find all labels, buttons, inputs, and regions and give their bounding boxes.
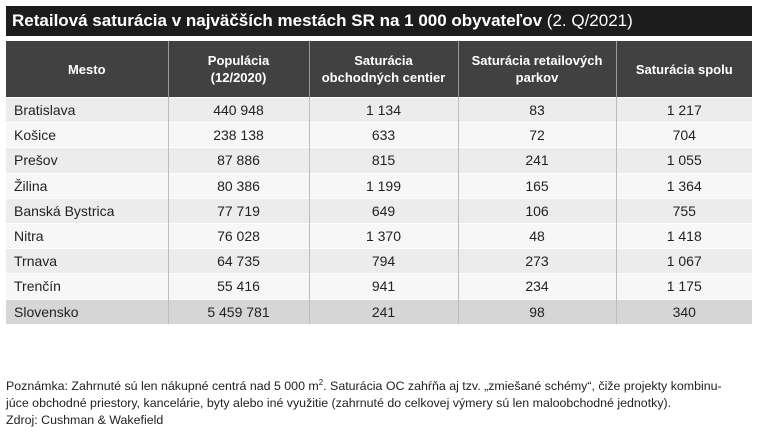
- cell-centers: 633: [309, 123, 458, 148]
- table-row: [6, 148, 752, 173]
- cell-centers: 815: [309, 148, 458, 173]
- cell-parks: 98: [458, 299, 616, 324]
- table-row: [6, 123, 752, 148]
- table-row: [6, 198, 752, 223]
- cell-city: Banská Bystrica: [6, 198, 168, 223]
- title-period: (2. Q/2021): [546, 11, 633, 30]
- cell-centers: 241: [309, 299, 458, 324]
- cell-centers: 794: [309, 249, 458, 274]
- cell-population: 76 028: [168, 223, 309, 248]
- cell-parks: 106: [458, 198, 616, 223]
- cell-total: 340: [616, 299, 752, 324]
- cell-city: Prešov: [6, 148, 168, 173]
- cell-city: Trenčín: [6, 274, 168, 299]
- table-row: [6, 173, 752, 198]
- saturation-table: [6, 41, 752, 324]
- footnote: [6, 378, 752, 429]
- cell-total: 1 055: [616, 148, 752, 173]
- table-row: [6, 249, 752, 274]
- cell-city: Košice: [6, 123, 168, 148]
- cell-population: 5 459 781: [168, 299, 309, 324]
- cell-city: Slovensko: [6, 299, 168, 324]
- cell-population: 238 138: [168, 123, 309, 148]
- header-total-saturation: Saturácia spolu: [616, 41, 752, 98]
- header-centers-saturation: Saturácia obchodných centier: [309, 41, 458, 98]
- cell-population: 440 948: [168, 98, 309, 123]
- cell-total: 1 418: [616, 223, 752, 248]
- cell-population: 80 386: [168, 173, 309, 198]
- title-main: Retailová saturácia v najväčších mestách SR na 1 000 obyvateľov: [12, 11, 543, 30]
- header-row: [6, 41, 752, 98]
- cell-centers: 941: [309, 274, 458, 299]
- cell-population: 55 416: [168, 274, 309, 299]
- source-line: Zdroj: Cushman & Wakefield: [6, 413, 164, 427]
- cell-total: 1 364: [616, 173, 752, 198]
- table-row: [6, 274, 752, 299]
- header-population: Populácia (12/2020): [168, 41, 309, 98]
- cell-parks: 72: [458, 123, 616, 148]
- cell-city: Nitra: [6, 223, 168, 248]
- cell-parks: 241: [458, 148, 616, 173]
- cell-population: 77 719: [168, 198, 309, 223]
- cell-parks: 273: [458, 249, 616, 274]
- table-row-total: [6, 299, 752, 324]
- header-parks-saturation: Saturácia retailových parkov: [458, 41, 616, 98]
- cell-parks: 48: [458, 223, 616, 248]
- cell-total: 1 217: [616, 98, 752, 123]
- cell-parks: 83: [458, 98, 616, 123]
- cell-population: 64 735: [168, 249, 309, 274]
- cell-total: 1 175: [616, 274, 752, 299]
- cell-centers: 1 199: [309, 173, 458, 198]
- footnote-line2: júce obchodné priestory, kancelárie, byty alebo iné využitie (zahrnuté do celkovej výmery sú len maloobchodné jednotky).: [6, 396, 672, 410]
- table-title: [6, 6, 752, 36]
- cell-city: Žilina: [6, 173, 168, 198]
- cell-total: 1 067: [616, 249, 752, 274]
- cell-total: 704: [616, 123, 752, 148]
- cell-parks: 234: [458, 274, 616, 299]
- cell-parks: 165: [458, 173, 616, 198]
- table-row: [6, 223, 752, 248]
- header-city: Mesto: [6, 41, 168, 98]
- cell-population: 87 886: [168, 148, 309, 173]
- table-row: [6, 98, 752, 123]
- cell-centers: 1 370: [309, 223, 458, 248]
- footnote-line1: Poznámka: Zahrnuté sú len nákupné centrá nad 5 000 $m^2$. Saturácia OC zahŕňa aj tzv. „zmiešané schémy“, čiže projekty kombinu-: [6, 377, 722, 393]
- cell-centers: 649: [309, 198, 458, 223]
- cell-total: 755: [616, 198, 752, 223]
- cell-centers: 1 134: [309, 98, 458, 123]
- cell-city: Trnava: [6, 249, 168, 274]
- footnote-superscript: 2: [318, 377, 324, 387]
- cell-city: Bratislava: [6, 98, 168, 123]
